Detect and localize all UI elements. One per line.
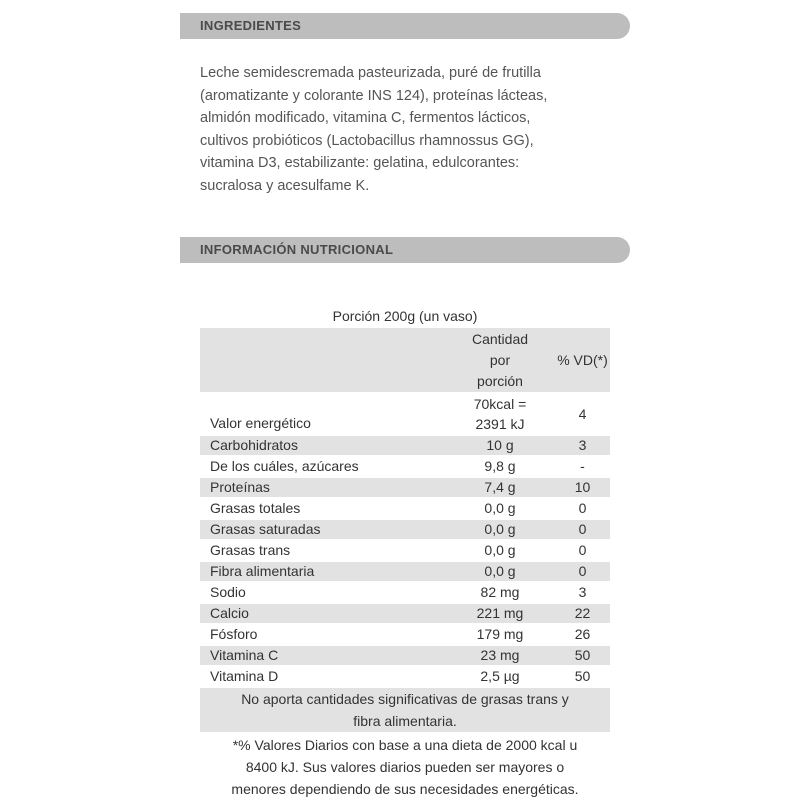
nutrient-name: Proteínas [200, 478, 445, 497]
nutrient-qty: 23 mg [445, 646, 555, 665]
table-row [200, 520, 610, 539]
table-note-line: No aporta cantidades significativas de grasas trans y [241, 691, 569, 707]
nutrient-vd: 50 [574, 668, 591, 684]
nutrient-name: Grasas saturadas [200, 520, 445, 539]
ingredients-header: INGREDIENTES [180, 13, 630, 39]
nutrient-name: Vitamina D [210, 668, 279, 684]
nutrient-vd: - [580, 458, 585, 474]
ingredients-line: almidón modificado, vitamina C, fermentos lácticos, [200, 110, 531, 126]
footnote-line: menores dependiendo de sus necesidades energéticas. [231, 781, 579, 797]
ingredients-line: sucralosa y acesulfame K. [200, 177, 370, 194]
energy-kj: 2391 kJ [475, 416, 525, 432]
ingredients-text [200, 62, 630, 197]
nutrient-name: Carbohidratos [200, 436, 445, 455]
table-row [200, 646, 610, 665]
nutrient-vd: 22 [555, 604, 610, 623]
nutrient-qty: 82 mg [480, 584, 520, 600]
nutrient-qty: 9,8 g [484, 458, 516, 474]
footnote-line: *% Valores Diarios con base a una dieta de 2000 kcal u [232, 737, 578, 753]
nutrient-qty: 0,0 g [484, 542, 516, 558]
nutrient-qty: 179 mg [476, 626, 524, 642]
nutrient-qty: 10 g [445, 436, 555, 455]
table-row [200, 457, 610, 476]
nutrient-vd: 26 [574, 626, 591, 642]
nutrient-vd: 3 [555, 436, 610, 455]
table-row [200, 583, 610, 602]
energy-row [200, 394, 610, 434]
table-row [200, 667, 610, 686]
nutrient-vd: 0 [578, 542, 587, 558]
table-row [200, 562, 610, 581]
header-qty-line: por [489, 351, 511, 368]
nutrient-vd: 0 [555, 562, 610, 581]
energy-vd: 4 [578, 405, 587, 422]
header-qty-line: porción [477, 372, 523, 389]
energy-qty [445, 394, 555, 434]
table-row [200, 541, 610, 560]
table-row [200, 625, 610, 644]
nutrient-name: Vitamina C [200, 646, 445, 665]
ingredients-line: Leche semidescremada pasteurizada, puré de frutilla [200, 65, 541, 81]
nutrient-vd: 3 [578, 584, 587, 600]
nutrition-table [200, 326, 610, 734]
ingredients-line: vitamina D3, estabilizante: gelatina, edulcorantes: [200, 155, 520, 171]
nutrient-qty: 0,0 g [484, 500, 516, 516]
nutrient-vd: 0 [578, 500, 587, 516]
table-note [200, 688, 610, 732]
nutrient-name: Grasas totales [210, 500, 301, 516]
table-row [200, 604, 610, 623]
table-row [200, 499, 610, 518]
footnote-line: 8400 kJ. Sus valores diarios pueden ser mayores o [245, 759, 565, 775]
nutrient-name: Calcio [200, 604, 445, 623]
table-row [200, 436, 610, 455]
nutrient-name: De los cuáles, azúcares [210, 458, 359, 474]
nutrient-name: Fibra alimentaria [200, 562, 445, 581]
energy-name: Valor energético [210, 415, 311, 431]
nutrient-name: Sodio [210, 584, 246, 600]
nutrient-qty: 0,0 g [445, 520, 555, 539]
energy-kcal: 70kcal = [473, 396, 527, 412]
table-header-row [200, 328, 610, 392]
header-name-cell [200, 328, 445, 392]
nutrient-vd: 50 [555, 646, 610, 665]
table-note-line: fibra alimentaria. [353, 713, 457, 729]
header-qty-line: Cantidad [471, 330, 529, 347]
ingredients-line: cultivos probióticos (Lactobacillus rhamnossus GG), [200, 132, 534, 149]
nutrient-name: Grasas trans [210, 542, 291, 558]
table-row [200, 478, 610, 497]
header-qty-cell [445, 328, 555, 392]
portion-label: Porción 200g (un vaso) [332, 308, 478, 324]
footnote [200, 734, 610, 800]
ingredients-line: (aromatizante y colorante INS 124), proteínas lácteas, [200, 87, 548, 104]
header-vd-cell: % VD(*) [555, 328, 610, 392]
nutrient-vd: 0 [555, 520, 610, 539]
nutrition-header: INFORMACIÓN NUTRICIONAL [180, 237, 630, 263]
nutrient-qty: 7,4 g [445, 478, 555, 497]
nutrient-qty: 2,5 µg [480, 668, 520, 684]
nutrient-qty: 0,0 g [445, 562, 555, 581]
nutrient-vd: 10 [555, 478, 610, 497]
table-note-row [200, 688, 610, 732]
nutrient-qty: 221 mg [445, 604, 555, 623]
nutrient-name: Fósforo [210, 626, 258, 642]
